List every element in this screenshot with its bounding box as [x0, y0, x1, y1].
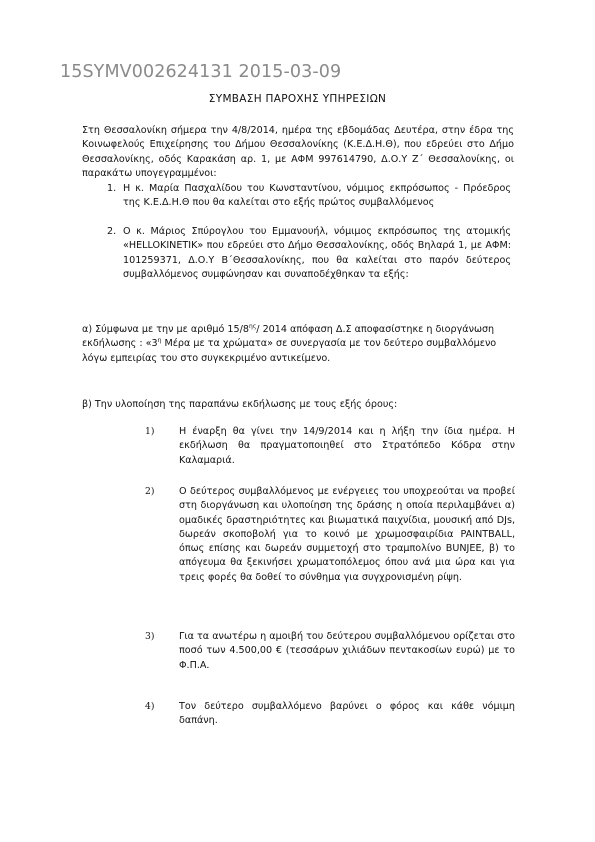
clause-b-paragraph: β) Την υλοποίηση της παραπάνω εκδήλωσης με τους εξής όρους: — [82, 399, 398, 410]
term-text: Ο δεύτερος συμβαλλόμενος με ενέργειες του υποχρεούται να προβεί στη διοργάνωση και υλοποίηση της δράσης η οποία περιλαμβάνει α) ομαδικές δραστηριότητες και βιωματικά παιχνίδια, μουσική από DJs, δωρεάν σκοποβολή για το κοινό με χρωμοσφαιρίδια PAINTBALL, όπως επίσης και δωρεάν συμμετοχή στο τραμπολίνο BUNJEE, β) το απόγευμα θα ξεκινήσει χρωματοπόλεμος όπου ανά μια ώρα και για τρεις φορές θα δοθεί το σύνθημα για συγχρονισμένη ρίψη. — [179, 486, 515, 583]
document-title: ΣΥΜΒΑΣΗ ΠΑΡΟΧΗΣ ΥΠΗΡΕΣΙΩΝ — [208, 93, 387, 105]
term-text: Για τα ανωτέρω η αμοιβή του δεύτερου συμβαλλόμενου ορίζεται στο ποσό των 4.500,00 € (τεσσάρων χιλιάδων πεντακοσίων ευρώ) με το Φ.Π.Α. — [179, 631, 515, 671]
clause-a-text-1: α) Σύμφωνα με την με αριθμό 15/8 — [82, 324, 249, 335]
clause-a-text-3: Μέρα με τα χρώματα» σε συνεργασία με τον δεύτερο συμβαλλόμενο λόγω εμπειρίας του στο συγκεκριμένο αντικείμενο. — [82, 338, 497, 364]
intro-paragraph: Στη Θεσσαλονίκη σήμερα την 4/8/2014, ημέρα της εβδομάδας Δευτέρα, στην έδρα της Κοινωφελούς Επιχείρησης του Δήμου Θεσσαλονίκης (Κ.Ε.Δ.Η.Θ), που εδρεύει στο Δήμο Θεσσαλονίκης, οδός Καρακάση αρ. 1, με ΑΦΜ 997614790, Δ.Ο.Υ Ζ΄ Θεσσαλονίκης, οι παρακάτω υπογεγραμμένοι: — [82, 125, 514, 179]
clause-a-text-2: / 2014 απόφαση Δ.Σ αποφασίστηκε η διοργάνωση εκδήλωσης : «3 — [82, 324, 495, 350]
term-text: Τον δεύτερο συμβαλλόμενο βαρύνει ο φόρος και κάθε νόμιμη δαπάνη. — [179, 701, 515, 727]
party-text: Η κ. Μαρία Πασχαλίδου του Κωνσταντίνου, νόμιμος εκπρόσωπος - Πρόεδρος της Κ.Ε.Δ.Η.Θ που θα καλείται στο εξής πρώτος συμβαλλόμενος — [123, 183, 511, 209]
document-id-stamp: 15SYMV002624131 2015-03-09 — [60, 62, 342, 82]
term-number: 3) — [145, 631, 155, 642]
party-number: 2. — [107, 226, 117, 237]
term-text: Η έναρξη θα γίνει την 14/9/2014 και η λήξη την ίδια ημέρα. Η εκδήλωση θα πραγματοποιηθεί στο Στρατόπεδο Κόδρα στην Καλαμαριά. — [179, 426, 515, 466]
clause-a-paragraph — [82, 323, 514, 366]
term-number: 1) — [145, 426, 155, 437]
clause-a-sup-2: η — [157, 337, 162, 345]
term-number: 4) — [145, 701, 155, 712]
party-text: Ο κ. Μάριος Σπύρογλου του Εμμανουήλ, νόμιμος εκπρόσωπος της ατομικής «HELLOKINETIK» που εδρεύει στο Δήμο Θεσσαλονίκης, οδός Βηλαρά 1, με ΑΦΜ: 101259371, Δ.Ο.Υ Β΄Θεσσαλονίκης, που θα καλείται στο παρόν δεύτερος συμβαλλόμενος συμφώνησαν και συναποδέχθηκαν τα εξής: — [123, 226, 511, 280]
clause-a-sup-1: ης — [248, 322, 257, 330]
term-number: 2) — [145, 486, 155, 497]
party-number: 1. — [107, 183, 117, 194]
